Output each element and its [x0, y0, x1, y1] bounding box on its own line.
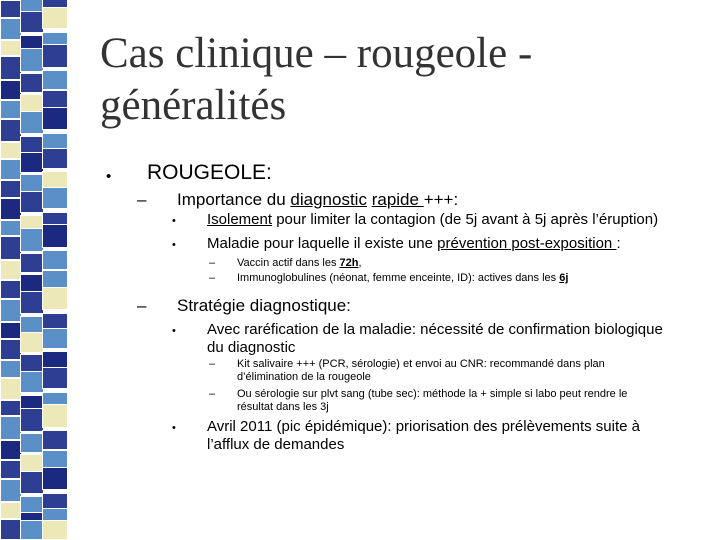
- decorative-tile: [20, 228, 44, 252]
- decorative-tile: [42, 224, 68, 248]
- section2-item1-line2: du diagnostic: [207, 339, 296, 356]
- subitem-immunoglobulines: [237, 272, 568, 285]
- bullet-dash: –: [137, 296, 147, 315]
- section1-item-isolement: [207, 211, 658, 229]
- decorative-tile: [0, 519, 22, 540]
- section2-item2-line2: l’afflux de demandes: [207, 436, 345, 453]
- item-text: Maladie pour laquelle il existe une: [207, 235, 438, 252]
- decorative-tile: [0, 198, 22, 220]
- subitem-serologie-line2: résultat dans les 3j: [237, 401, 329, 413]
- decorative-tile: [0, 479, 22, 502]
- decorative-tile: [0, 378, 22, 400]
- decorative-tile: [0, 56, 22, 80]
- decorative-tile: [42, 148, 68, 169]
- decorative-tile: [0, 360, 22, 378]
- section2-heading: Stratégie diagnostique:: [177, 296, 351, 315]
- bullet-dash: –: [209, 257, 216, 269]
- decorative-tile: [42, 107, 68, 130]
- decorative-tile: [42, 187, 68, 209]
- decorative-tile: [0, 502, 22, 519]
- decorative-tile: [0, 460, 22, 479]
- subitem-kit-line1: Kit salivaire +++ (PCR, sérologie) et envoi au CNR: recommandé dans plan: [237, 358, 605, 370]
- decorative-tile: [20, 408, 44, 432]
- decorative-tile: [0, 299, 22, 322]
- bullet-dash: –: [209, 358, 216, 370]
- decorative-tile: [20, 48, 44, 72]
- decorative-tile: [20, 471, 44, 494]
- subitem-emphasis: 6j: [559, 272, 569, 284]
- decorative-tile: [0, 18, 22, 40]
- decorative-tile: [20, 136, 44, 153]
- section1-lead: Importance du: [177, 190, 291, 209]
- section-heading: ROUGEOLE:: [147, 161, 272, 184]
- decorative-tile: [42, 7, 68, 29]
- decorative-tile: [0, 40, 22, 56]
- decorative-tile: [42, 250, 68, 270]
- decorative-tile: [42, 328, 68, 349]
- section1-rapide: rapide: [371, 190, 424, 209]
- subitem-vaccin: [237, 257, 362, 270]
- decorative-tile: [0, 220, 22, 236]
- decorative-tile: [20, 520, 44, 540]
- decorative-tile: [42, 430, 68, 450]
- decorative-tile: [20, 291, 44, 314]
- decorative-tile: [20, 433, 44, 453]
- decorative-tile: [20, 174, 44, 192]
- underlined-text: prévention post-exposition: [437, 235, 617, 252]
- decorative-tile: [0, 142, 22, 159]
- section1-diagnostic: diagnostic: [290, 190, 367, 209]
- decorative-tile: [0, 159, 22, 180]
- decorative-tile: [0, 280, 22, 299]
- decorative-tile-strip: [0, 0, 70, 540]
- decorative-tile: [42, 70, 68, 90]
- item-text: pour limiter la contagion (de 5j avant à 5j après l’éruption): [272, 211, 659, 228]
- decorative-tile: [0, 236, 22, 260]
- decorative-tile: [20, 371, 44, 393]
- decorative-tile: [42, 404, 68, 428]
- section1-item-maladie: [207, 235, 621, 253]
- decorative-tile: [0, 100, 22, 119]
- bullet-dot: •: [172, 422, 176, 434]
- decorative-tile: [20, 11, 44, 33]
- decorative-tile: [0, 260, 22, 280]
- decorative-tile: [0, 416, 22, 440]
- decorative-tile: [20, 253, 44, 273]
- subitem-text: Immunoglobulines (néonat, femme enceinte, ID): actives dans les: [237, 272, 560, 284]
- decorative-tile: [0, 180, 22, 198]
- decorative-tile: [20, 73, 44, 93]
- section2-item1-line1: Avec raréfication de la maladie: nécessité de confirmation biologique: [207, 321, 663, 338]
- bullet-dash: –: [209, 272, 216, 284]
- decorative-tile: [20, 316, 44, 333]
- subitem-kit-line2: d’élimination de la rougeole: [237, 371, 371, 383]
- decorative-tile: [42, 467, 68, 490]
- decorative-tile: [0, 440, 22, 460]
- decorative-tile: [20, 354, 44, 372]
- underlined-text: Isolement: [207, 211, 273, 228]
- bullet-dash: –: [137, 190, 147, 209]
- subitem-serologie-line1: Ou sérologie sur plvt sang (tube sec): méthode la + simple si labo peut rendre le: [237, 388, 628, 400]
- decorative-tile: [0, 80, 22, 100]
- bullet-dot: •: [106, 168, 112, 185]
- slide-title: Cas clinique – rougeole - généralités: [100, 30, 533, 129]
- decorative-tile: [20, 111, 44, 134]
- decorative-tile: [42, 367, 68, 389]
- subitem-text: ,: [358, 257, 362, 269]
- bullet-dot: •: [172, 239, 176, 251]
- section1-heading: [177, 190, 458, 210]
- decorative-tile: [0, 322, 22, 339]
- decorative-tile: [42, 520, 68, 540]
- decorative-tile: [20, 191, 44, 213]
- subitem-text: Vaccin actif dans les: [237, 257, 340, 269]
- decorative-tile: [20, 496, 44, 513]
- decorative-tile: [42, 44, 68, 68]
- subitem-emphasis: 72h: [339, 257, 359, 269]
- section2-item2-line1: Avril 2011 (pic épidémique): priorisation des prélèvements suite à: [207, 418, 641, 435]
- decorative-tile: [0, 339, 22, 360]
- item-text: :: [616, 235, 621, 252]
- section1-tail: +++:: [423, 190, 459, 209]
- bullet-dot: •: [172, 215, 176, 227]
- bullet-dot: •: [172, 325, 176, 337]
- decorative-tile: [0, 0, 22, 18]
- decorative-tile: [42, 287, 68, 310]
- decorative-tile: [20, 152, 44, 173]
- decorative-tile: [0, 119, 22, 142]
- decorative-tile: [20, 332, 44, 353]
- bullet-dash: –: [209, 388, 216, 400]
- decorative-tile: [0, 400, 22, 416]
